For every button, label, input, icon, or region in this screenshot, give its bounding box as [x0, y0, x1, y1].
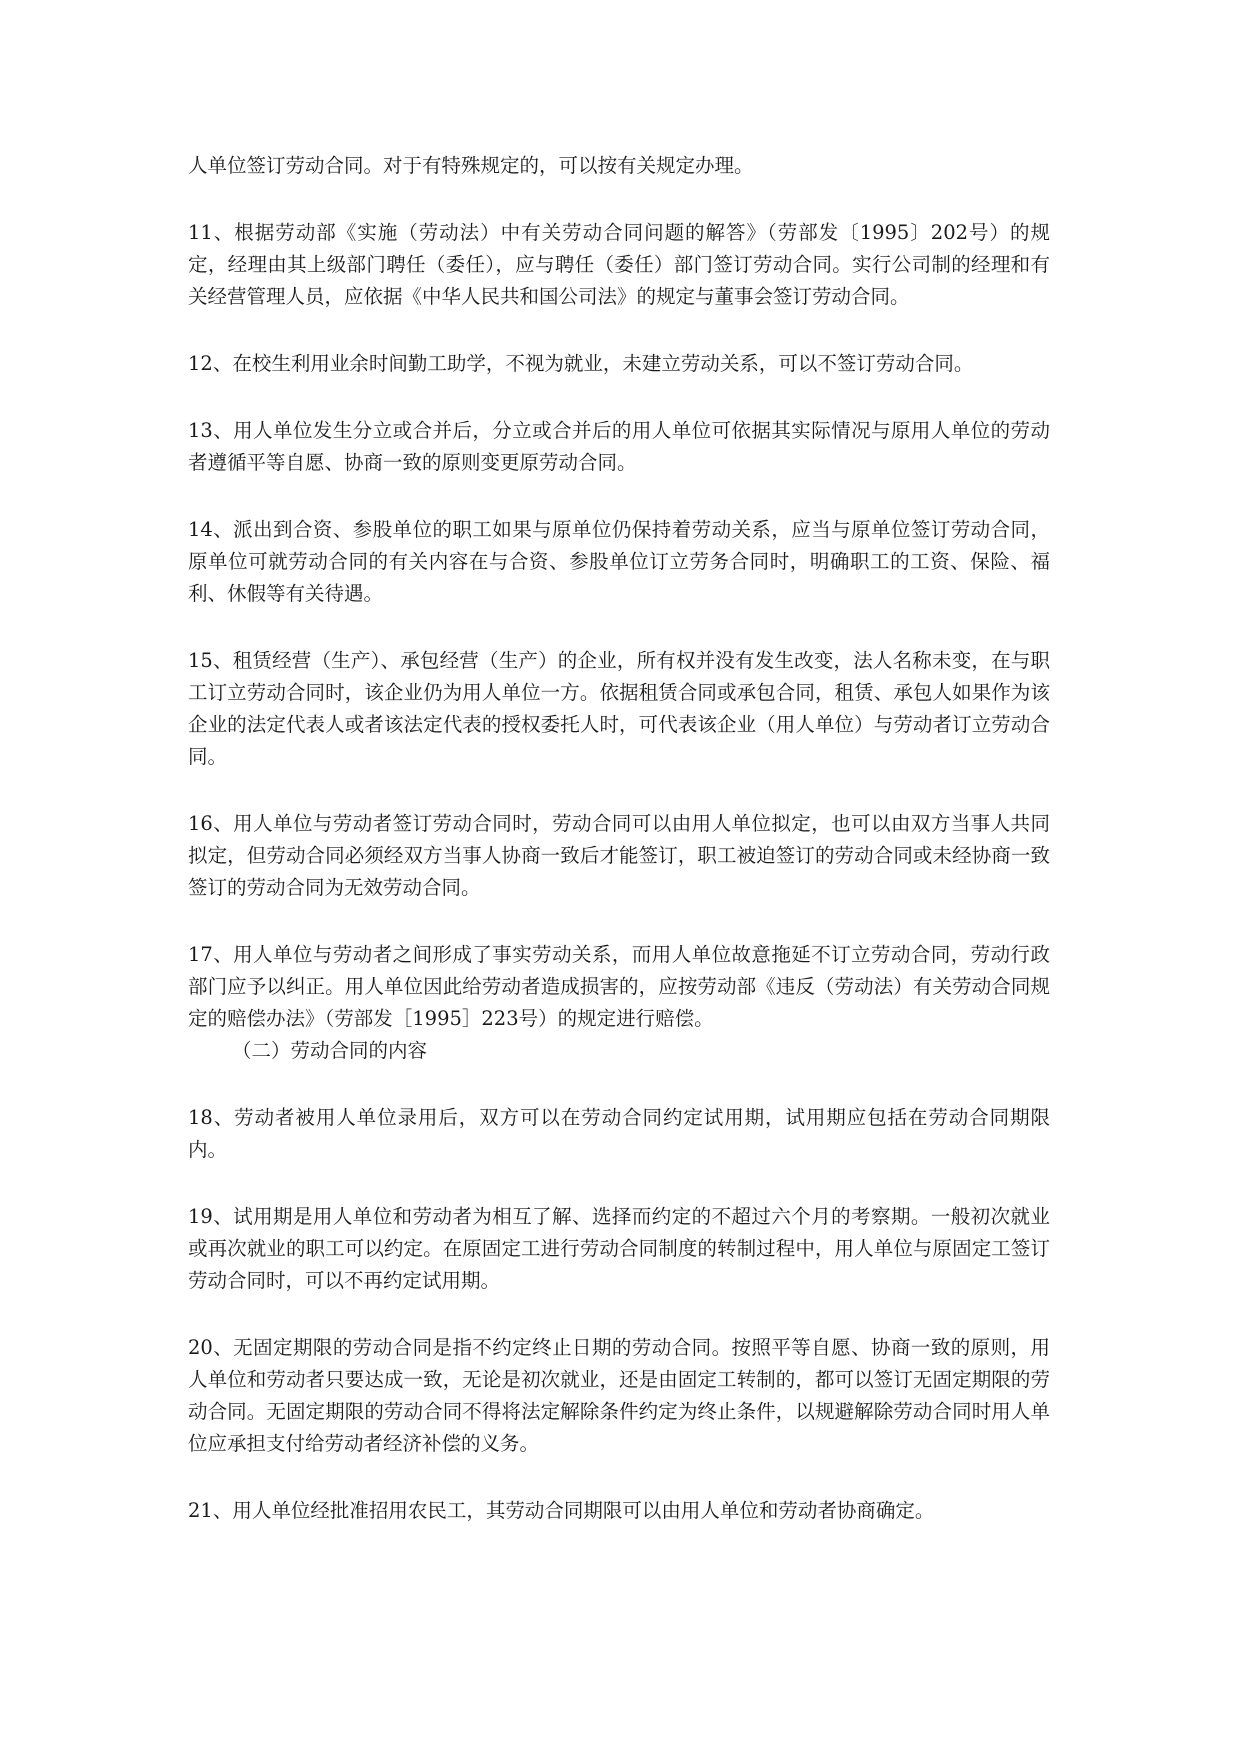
paragraph-15: 15、租赁经营（生产）、承包经营（生产）的企业，所有权并没有发生改变，法人名称未变，在与职工订立劳动合同时，该企业仍为用人单位一方。依据租赁合同或承包合同，租赁、承包人如果作为该企业的法定代表人或者该法定代表的授权委托人时，可代表该企业（用人单位）与劳动者订立劳动合同。 [188, 649, 1050, 768]
paragraph-10-continuation: 人单位签订劳动合同。对于有特殊规定的，可以按有关规定办理。 [188, 154, 754, 177]
document-page [188, 150, 1050, 1562]
paragraph-17: 17、用人单位与劳动者之间形成了事实劳动关系，而用人单位故意拖延不订立劳动合同，劳动行政部门应予以纠正。用人单位因此给劳动者造成损害的，应按劳动部《违反（劳动法）有关劳动合同规定的赔偿办法》（劳部发［1995］223号）的规定进行赔偿。 [188, 943, 1050, 1030]
paragraph-21: 21、用人单位经批准招用农民工，其劳动合同期限可以由用人单位和劳动者协商确定。 [188, 1499, 935, 1522]
section-heading: （二）劳动合同的内容 [232, 1039, 428, 1062]
paragraph-19: 19、试用期是用人单位和劳动者为相互了解、选择而约定的不超过六个月的考察期。一般初次就业或再次就业的职工可以约定。在原固定工进行劳动合同制度的转制过程中，用人单位与原固定工签订劳动合同时，可以不再约定试用期。 [188, 1205, 1050, 1292]
paragraph-11: 11、根据劳动部《实施（劳动法）中有关劳动合同问题的解答》（劳部发〔1995〕202号）的规定，经理由其上级部门聘任（委任），应与聘任（委任）部门签订劳动合同。实行公司制的经理和有关经营管理人员，应依据《中华人民共和国公司法》的规定与董事会签订劳动合同。 [188, 221, 1050, 308]
paragraph-14: 14、派出到合资、参股单位的职工如果与原单位仍保持着劳动关系，应当与原单位签订劳动合同，原单位可就劳动合同的有关内容在与合资、参股单位订立劳务合同时，明确职工的工资、保险、福利、休假等有关待遇。 [188, 518, 1050, 605]
paragraph-18: 18、劳动者被用人单位录用后，双方可以在劳动合同约定试用期，试用期应包括在劳动合同期限内。 [188, 1106, 1050, 1161]
paragraph-13: 13、用人单位发生分立或合并后，分立或合并后的用人单位可依据其实际情况与原用人单位的劳动者遵循平等自愿、协商一致的原则变更原劳动合同。 [188, 419, 1050, 474]
paragraph-16: 16、用人单位与劳动者签订劳动合同时，劳动合同可以由用人单位拟定，也可以由双方当事人共同拟定，但劳动合同必须经双方当事人协商一致后才能签订，职工被迫签订的劳动合同或未经协商一致签订的劳动合同为无效劳动合同。 [188, 812, 1050, 899]
paragraph-12: 12、在校生利用业余时间勤工助学，不视为就业，未建立劳动关系，可以不签订劳动合同。 [188, 352, 974, 375]
paragraph-20: 20、无固定期限的劳动合同是指不约定终止日期的劳动合同。按照平等自愿、协商一致的原则，用人单位和劳动者只要达成一致，无论是初次就业，还是由固定工转制的，都可以签订无固定期限的劳动合同。无固定期限的劳动合同不得将法定解除条件约定为终止条件，以规避解除劳动合同时用人单位应承担支付给劳动者经济补偿的义务。 [188, 1336, 1050, 1455]
